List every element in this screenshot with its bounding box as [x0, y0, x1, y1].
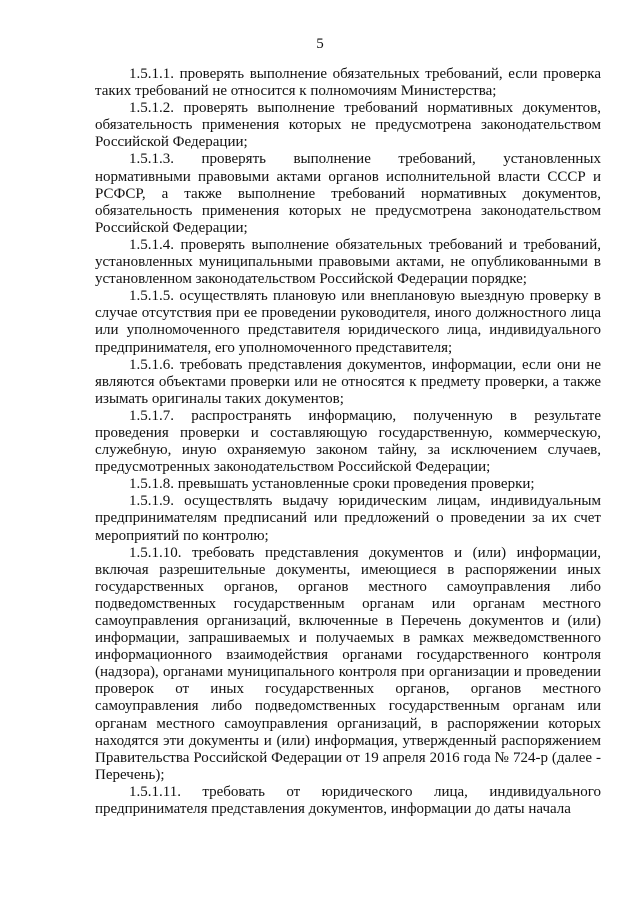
paragraph-1-5-1-9: 1.5.1.9. осуществлять выдачу юридическим лицам, индивидуальным предпринимателям предписаний или предложений о проведении за их счет мероприятий по контролю;	[95, 493, 601, 544]
document-body	[95, 66, 601, 818]
paragraph-1-5-1-8: 1.5.1.8. превышать установленные сроки проведения проверки;	[129, 476, 535, 493]
paragraph-1-5-1-1: 1.5.1.1. проверять выполнение обязательных требований, если проверка таких требований не относится к полномочиям Министерства;	[95, 66, 601, 100]
paragraph-1-5-1-3: 1.5.1.3. проверять выполнение требований, установленных нормативными правовыми актами органов исполнительной власти СССР и РСФСР, а также выполнение требований нормативных документов, обязательность применения которых не предусмотрена законодательством Российской Федерации;	[95, 151, 601, 236]
paragraph-1-5-1-2: 1.5.1.2. проверять выполнение требований нормативных документов, обязательность применения которых не предусмотрена законодательством Российской Федерации;	[95, 100, 601, 151]
paragraph-1-5-1-10: 1.5.1.10. требовать представления документов и (или) информации, включая разрешительные документы, имеющиеся в распоряжении иных государственных органов, органов местного самоуправления либо подведомственных государственным органам или органам местного самоуправления организаций, включенные в Перечень документов и (или) информации, запрашиваемых и получаемых в рамках межведомственного информационного взаимодействия органами государственного контроля (надзора), органами муниципального контроля при организации и проведении проверок от иных государственных органов, органов местного самоуправления либо подведомственных государственным органам или органам местного самоуправления организаций, в распоряжении которых находятся эти документы и (или) информация, утвержденный распоряжением Правительства Российской Федерации от 19 апреля 2016 года № 724-р (далее - Перечень);	[95, 544, 601, 783]
page-number: 5	[316, 36, 324, 52]
paragraph-1-5-1-11: 1.5.1.11. требовать от юридического лица, индивидуального предпринимателя представления документов, информации до даты начала	[95, 783, 601, 818]
paragraph-1-5-1-5: 1.5.1.5. осуществлять плановую или внеплановую выездную проверку в случае отсутствия при ее проведении руководителя, иного должностного лица или уполномоченного представителя юридического лица, индивидуального предпринимателя, его уполномоченного представителя;	[95, 288, 601, 356]
paragraph-1-5-1-7: 1.5.1.7. распространять информацию, полученную в результате проведения проверки и составляющую государственную, коммерческую, служебную, иную охраняемую законом тайну, за исключением случаев, предусмотренных законодательством Российской Федерации;	[95, 407, 601, 476]
paragraph-1-5-1-4: 1.5.1.4. проверять выполнение обязательных требований и требований, установленных муниципальными правовыми актами, не опубликованными в установленном законодательством Российской Федерации порядке;	[95, 236, 601, 288]
paragraph-1-5-1-6: 1.5.1.6. требовать представления документов, информации, если они не являются объектами проверки или не относятся к предмету проверки, а также изымать оригиналы таких документов;	[95, 356, 601, 407]
